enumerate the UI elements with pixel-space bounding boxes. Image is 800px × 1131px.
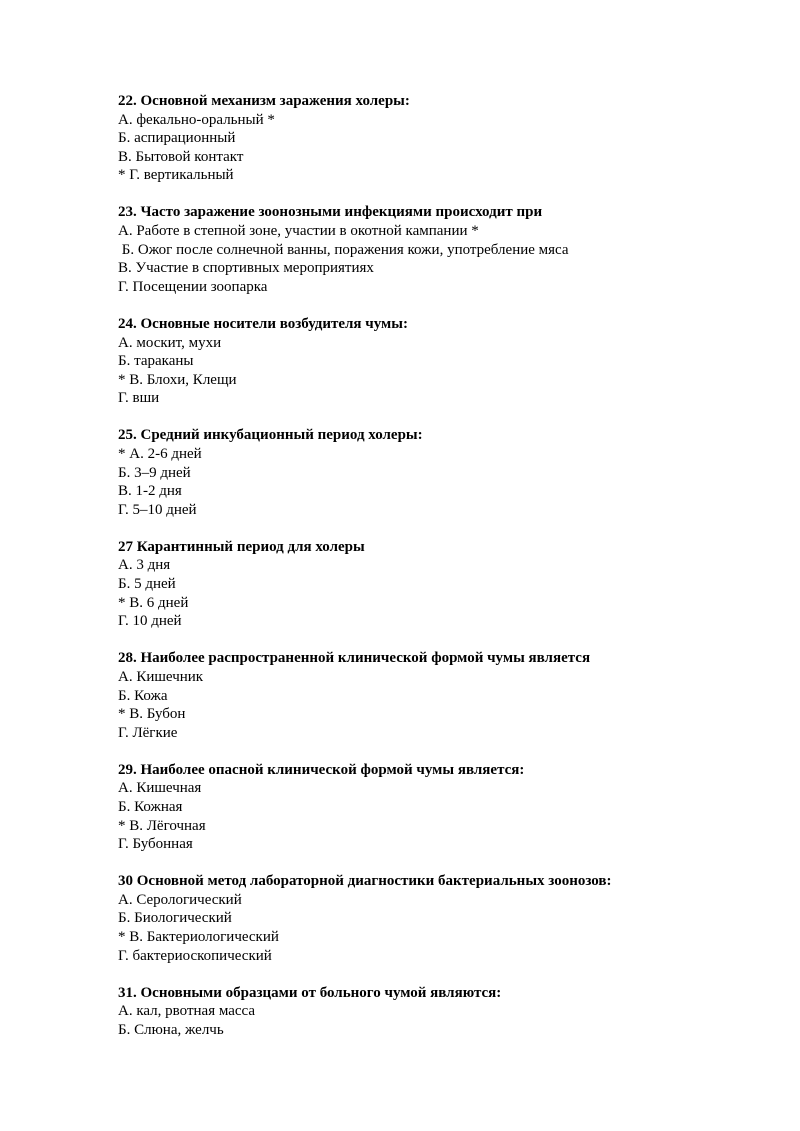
answer-option: Б. Кожная xyxy=(118,799,183,815)
answer-option: В. Участие в спортивных мероприятиях xyxy=(118,260,374,277)
question-28 xyxy=(118,649,738,742)
question-30 xyxy=(118,872,738,965)
answer-option: Б. Слюна, желчь xyxy=(118,1021,224,1038)
question-27 xyxy=(118,538,738,631)
question-24 xyxy=(118,315,738,408)
answer-option: Г. Лёгкие xyxy=(118,724,178,741)
answer-option: А. Кишечник xyxy=(118,668,204,685)
answer-option: * В. Лёгочная xyxy=(118,817,206,834)
question-31 xyxy=(118,984,738,1040)
question-title: 31. Основными образцами от больного чумой являются: xyxy=(118,984,502,1001)
question-29 xyxy=(118,761,738,854)
answer-option: Г. Посещении зоопарка xyxy=(118,278,268,295)
answer-option: Б. 3–9 дней xyxy=(118,464,191,481)
question-title: 22. Основной механизм заражения холеры: xyxy=(118,93,410,109)
answer-option: А. кал, рвотная масса xyxy=(118,1003,256,1020)
question-title: 30 Основной метод лабораторной диагностики бактериальных зоонозов: xyxy=(118,873,612,890)
document-page xyxy=(118,92,738,1058)
answer-option: * А. 2-6 дней xyxy=(118,446,202,462)
answer-option: Г. 10 дней xyxy=(118,613,182,630)
answer-option: * В. Бубон xyxy=(118,706,186,723)
answer-option: В. 1-2 дня xyxy=(118,483,182,500)
question-25 xyxy=(118,426,738,519)
answer-option: Г. бактериоскопический xyxy=(118,947,272,964)
answer-option: Б. 5 дней xyxy=(118,576,176,593)
answer-option: Б. Биологический xyxy=(118,910,232,927)
answer-option: Б. аспирационный xyxy=(118,130,236,147)
answer-option: А. 3 дня xyxy=(118,557,171,574)
answer-option: * В. 6 дней xyxy=(118,594,189,611)
answer-option: А. москит, мухи xyxy=(118,334,222,351)
answer-option: Г. Бубонная xyxy=(118,836,193,853)
answer-option: Б. тараканы xyxy=(118,353,194,370)
question-title: 25. Средний инкубационный период холеры: xyxy=(118,427,423,444)
answer-option: А. фекально-оральный * xyxy=(118,111,275,128)
answer-option: А. Кишечная xyxy=(118,780,202,797)
answer-option: Б. Кожа xyxy=(118,687,168,704)
answer-option: * В. Бактериологический xyxy=(118,929,279,946)
question-title: 29. Наиболее опасной клинической формой чумы является: xyxy=(118,761,525,778)
answer-option: А. Работе в степной зоне, участии в окотной кампании * xyxy=(118,223,479,240)
question-22 xyxy=(118,92,738,185)
question-23 xyxy=(118,203,738,296)
question-title: 24. Основные носители возбудителя чумы: xyxy=(118,315,408,332)
question-title: 23. Часто заражение зоонозными инфекциями происходит при xyxy=(118,204,543,221)
answer-option: В. Бытовой контакт xyxy=(118,148,244,165)
answer-option: Б. Ожог после солнечной ванны, поражения кожи, употребление мяса xyxy=(118,241,569,258)
answer-option: Г. вши xyxy=(118,390,160,407)
question-title: 28. Наиболее распространенной клинической формой чумы является xyxy=(118,650,591,667)
answer-option: А. Серологический xyxy=(118,891,242,908)
answer-option: * Г. вертикальный xyxy=(118,167,234,184)
question-title: 27 Карантинный период для холеры xyxy=(118,538,365,555)
answer-option: Г. 5–10 дней xyxy=(118,501,197,518)
answer-option: * В. Блохи, Клещи xyxy=(118,371,237,388)
